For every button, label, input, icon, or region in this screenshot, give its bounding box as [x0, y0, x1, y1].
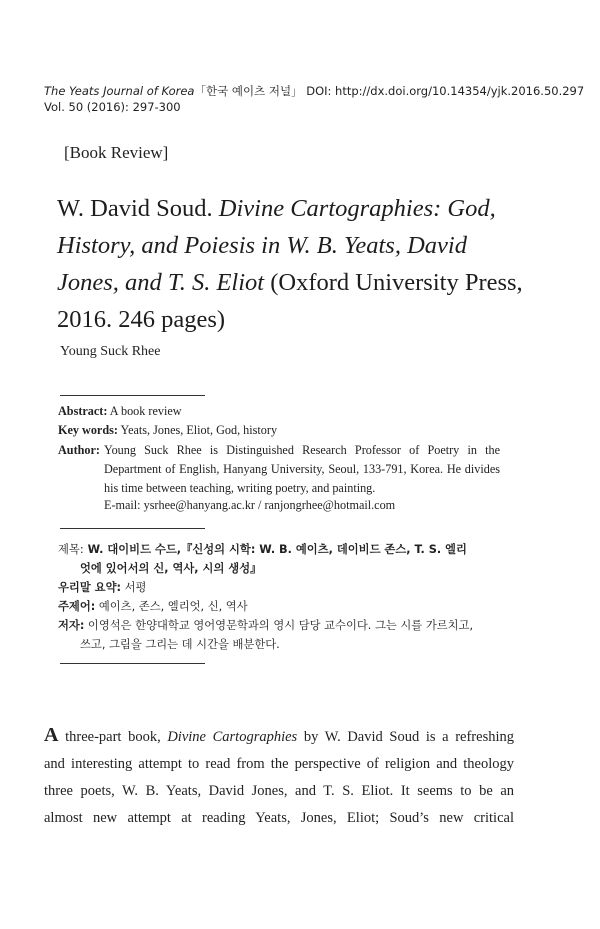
article-title: [57, 190, 527, 338]
korean-keywords-label: 주제어:: [58, 600, 96, 613]
korean-author: [58, 617, 473, 633]
korean-abstract-label: 우리말 요약:: [58, 581, 122, 594]
title-book-title: Divine Cartographies: God, History, and Poiesis in W. B. Yeats, David Jones, and T. S. Eliot: [57, 195, 496, 296]
korean-keywords-text: 예이츠, 존스, 엘리엇, 신, 역사: [95, 600, 248, 613]
keywords-text: Yeats, Jones, Eliot, God, history: [117, 423, 278, 437]
korean-title-label: 제목:: [58, 543, 84, 556]
book-title-ref: Divine Cartographies: [167, 729, 298, 745]
journal-header: [44, 83, 584, 99]
korean-author-text: 이영석은 한양대학교 영어영문학과의 영시 담당 교수이다. 그는 시를 가르치고,: [84, 619, 474, 632]
divider: [60, 663, 205, 664]
journal-name-en: The Yeats Journal of Korea: [44, 84, 195, 98]
abstract: [58, 402, 182, 421]
korean-abstract: [58, 579, 146, 595]
title-publisher: (Oxford University Press, 2016. 246 pages): [57, 269, 523, 333]
korean-abstract-text: 서평: [121, 581, 147, 594]
author-info-label: Author:: [58, 443, 100, 457]
korean-author-continued: 쓰고, 그림을 그리는 데 시간을 배분한다.: [80, 638, 280, 651]
body-paragraph: [44, 722, 514, 832]
author-email[interactable]: E-mail: ysrhee@hanyang.ac.kr / ranjongrhee@hotmail.com: [104, 498, 396, 512]
volume-info: Vol. 50 (2016): 297-300: [44, 100, 181, 114]
abstract-text: A book review: [107, 404, 182, 418]
body-line: and interesting attempt to read from the perspective of religion and theology: [44, 756, 514, 772]
body-line: almost new attempt at reading Yeats, Jones, Eliot; Soud’s new critical: [44, 810, 514, 826]
body-line: three poets, W. B. Yeats, David Jones, and T. S. Eliot. It seems to be an: [44, 783, 514, 799]
korean-title-continued: 엇에 있어서의 신, 역사, 시의 생성』: [80, 562, 262, 575]
abstract-label: Abstract:: [58, 404, 108, 418]
article-type: [Book Review]: [64, 143, 169, 162]
korean-author-label: 저자:: [58, 619, 85, 632]
keywords-label: Key words:: [58, 423, 118, 437]
body-line: A three-part book, Divine Cartographies by W. David Soud is a refreshing: [44, 724, 514, 746]
author-bio: Young Suck Rhee is Distinguished Research Professor of Poetry in the Department of English, Hanyang University, Seoul, 133-791, Korea. He divides his time between teaching, writing poetry, and painting.: [104, 443, 500, 496]
divider: [60, 395, 205, 396]
korean-title-text: W. 대이비드 수드,『신성의 시학: W. B. 예이츠, 데이비드 존스, T. S. 엘리: [83, 543, 467, 556]
title-book-author: W. David Soud.: [57, 195, 219, 222]
review-author: Young Suck Rhee: [60, 344, 161, 359]
korean-title: [58, 541, 467, 557]
keywords: [58, 421, 277, 440]
doi-link[interactable]: DOI: http://dx.doi.org/10.14354/yjk.2016.50.297: [302, 84, 585, 98]
divider: [60, 528, 205, 529]
drop-cap: A: [44, 724, 59, 746]
korean-keywords: [58, 598, 248, 614]
journal-name-kr: 「한국 예이츠 저널」: [194, 84, 303, 98]
